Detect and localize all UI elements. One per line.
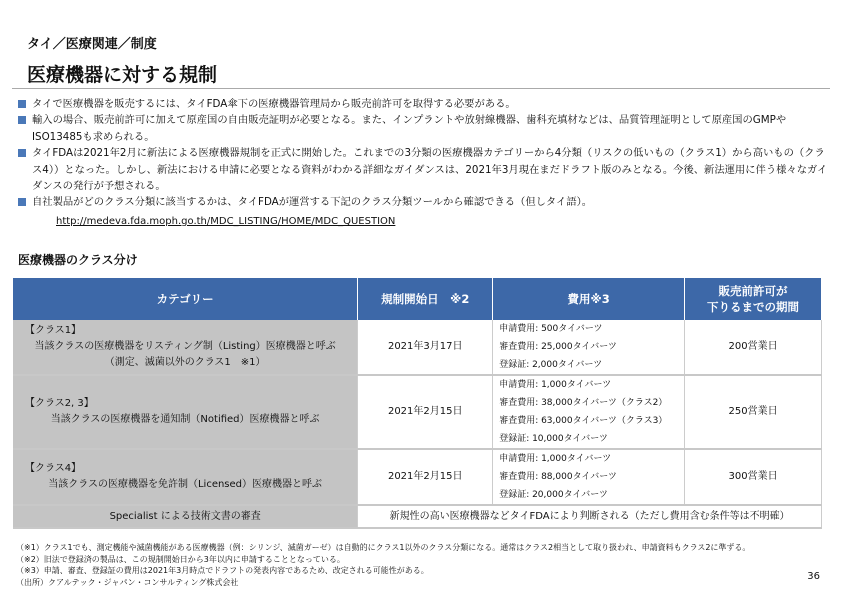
category-cell: 【クラス2, 3】 当該クラスの医療機器を通知制（Notified）医療機器と呼ぶ <box>13 375 358 449</box>
fee-cell: 申請費用: 1,000タイバーツ 審査費用: 88,000タイバーツ 登録証: 20,000タイバーツ <box>493 449 685 505</box>
table-row <box>13 375 822 449</box>
table-header <box>13 278 822 320</box>
footnotes <box>16 542 750 588</box>
bullet-square-icon <box>18 116 26 124</box>
table-row <box>13 505 822 528</box>
footnote: （※3）申請、審査、登録証の費用は2021年3月時点でドラフトの発表内容であるため、改定される可能性がある。 <box>16 566 429 575</box>
source-note: （出所）クアルテック・ジャパン・コンサルティング株式会社 <box>16 577 239 587</box>
bullet-item <box>18 194 828 230</box>
fee-cell: 申請費用: 1,000タイバーツ 審査費用: 38,000タイバーツ（クラス2） 審査費用: 63,000タイバーツ（クラス3） 登録証: 10,000タイバーツ <box>493 375 685 449</box>
bullet-text: タイFDAは2021年2月に新法による医療機器規制を正式に開始した。これまでの3分類の医療機器カテゴリーから4分類（リスクの低いもの（クラス1）から高いもの（クラス4））となった。しかし、新法における申請に必要となる資料がわかる詳細なガイダンスは、2021年3月現在まだドラフト版のみとなる。今後、新法運用に伴う様々なガイダンスの発行が予想される。 <box>32 147 828 193</box>
header-category: カテゴリー <box>13 278 358 320</box>
bullet-item <box>18 112 828 145</box>
page-number: 36 <box>807 571 820 582</box>
table-row <box>13 320 822 375</box>
footnote: （※1）クラス1でも、測定機能や滅菌機能がある医療機器（例：シリンジ、滅菌ガーゼ）は自動的にクラス1以外のクラス分類になる。通常はクラス2相当として取り扱われ、申請資料もクラス2に準ずる。 <box>16 543 751 552</box>
category-cell: 【クラス4】 当該クラスの医療機器を免許制（Licensed）医療機器と呼ぶ <box>13 449 358 505</box>
footnote: （※2）旧法で登録済の製品は、この規制開始日から3年以内に申請することとなっている。 <box>16 554 345 564</box>
breadcrumb: タイ／医療関連／制度 <box>27 37 157 52</box>
period-cell: 200営業日 <box>685 320 822 375</box>
title-divider <box>12 88 830 89</box>
page-title: 医療機器に対する規制 <box>27 64 218 86</box>
header-period: 販売前許可が 下りるまでの期間 <box>685 278 822 320</box>
header-start-date: 規制開始日 ※2 <box>358 278 493 320</box>
bullet-item <box>18 145 828 194</box>
date-cell: 2021年2月15日 <box>358 375 493 449</box>
bullet-square-icon <box>18 198 26 206</box>
class-table <box>13 278 822 529</box>
bullet-square-icon <box>18 149 26 157</box>
date-cell: 2021年2月15日 <box>358 449 493 505</box>
period-cell: 300営業日 <box>685 449 822 505</box>
category-cell: 【クラス1】 当該クラスの医療機器をリスティング制（Listing）医療機器と呼ぶ （測定、滅菌以外のクラス1 ※1） <box>13 320 358 375</box>
bullet-list <box>18 96 828 230</box>
category-cell: Specialist による技術文書の審査 <box>13 505 358 528</box>
header-fees: 費用※3 <box>493 278 685 320</box>
table-row <box>13 449 822 505</box>
section-title: 医療機器のクラス分け <box>18 253 138 267</box>
period-cell: 250営業日 <box>685 375 822 449</box>
bullet-text: 自社製品がどのクラス分類に該当するかは、タイFDAが運営する下記のクラス分類ツールから確認できる（但しタイ語）。 <box>32 196 593 209</box>
specialist-note-cell: 新規性の高い医療機器などタイFDAにより判断される（ただし費用含む条件等は不明確） <box>358 505 822 528</box>
bullet-text: 輸入の場合、販売前許可に加えて原産国の自由販売証明が必要となる。また、インプラントや放射線機器、歯科充填材などは、品質管理証明として原産国のGMPやISO13485も求められる。 <box>32 114 787 143</box>
fee-cell: 申請費用: 500タイバーツ 審査費用: 25,000タイバーツ 登録証: 2,000タイバーツ <box>493 320 685 375</box>
bullet-item <box>18 96 828 112</box>
bullet-text: タイで医療機器を販売するには、タイFDA傘下の医療機器管理局から販売前許可を取得する必要がある。 <box>32 98 516 110</box>
date-cell: 2021年3月17日 <box>358 320 493 375</box>
bullet-square-icon <box>18 100 26 108</box>
classification-tool-link[interactable]: http://medeva.fda.moph.go.th/MDC_LISTING/HOME/MDC_QUESTION <box>56 215 396 227</box>
